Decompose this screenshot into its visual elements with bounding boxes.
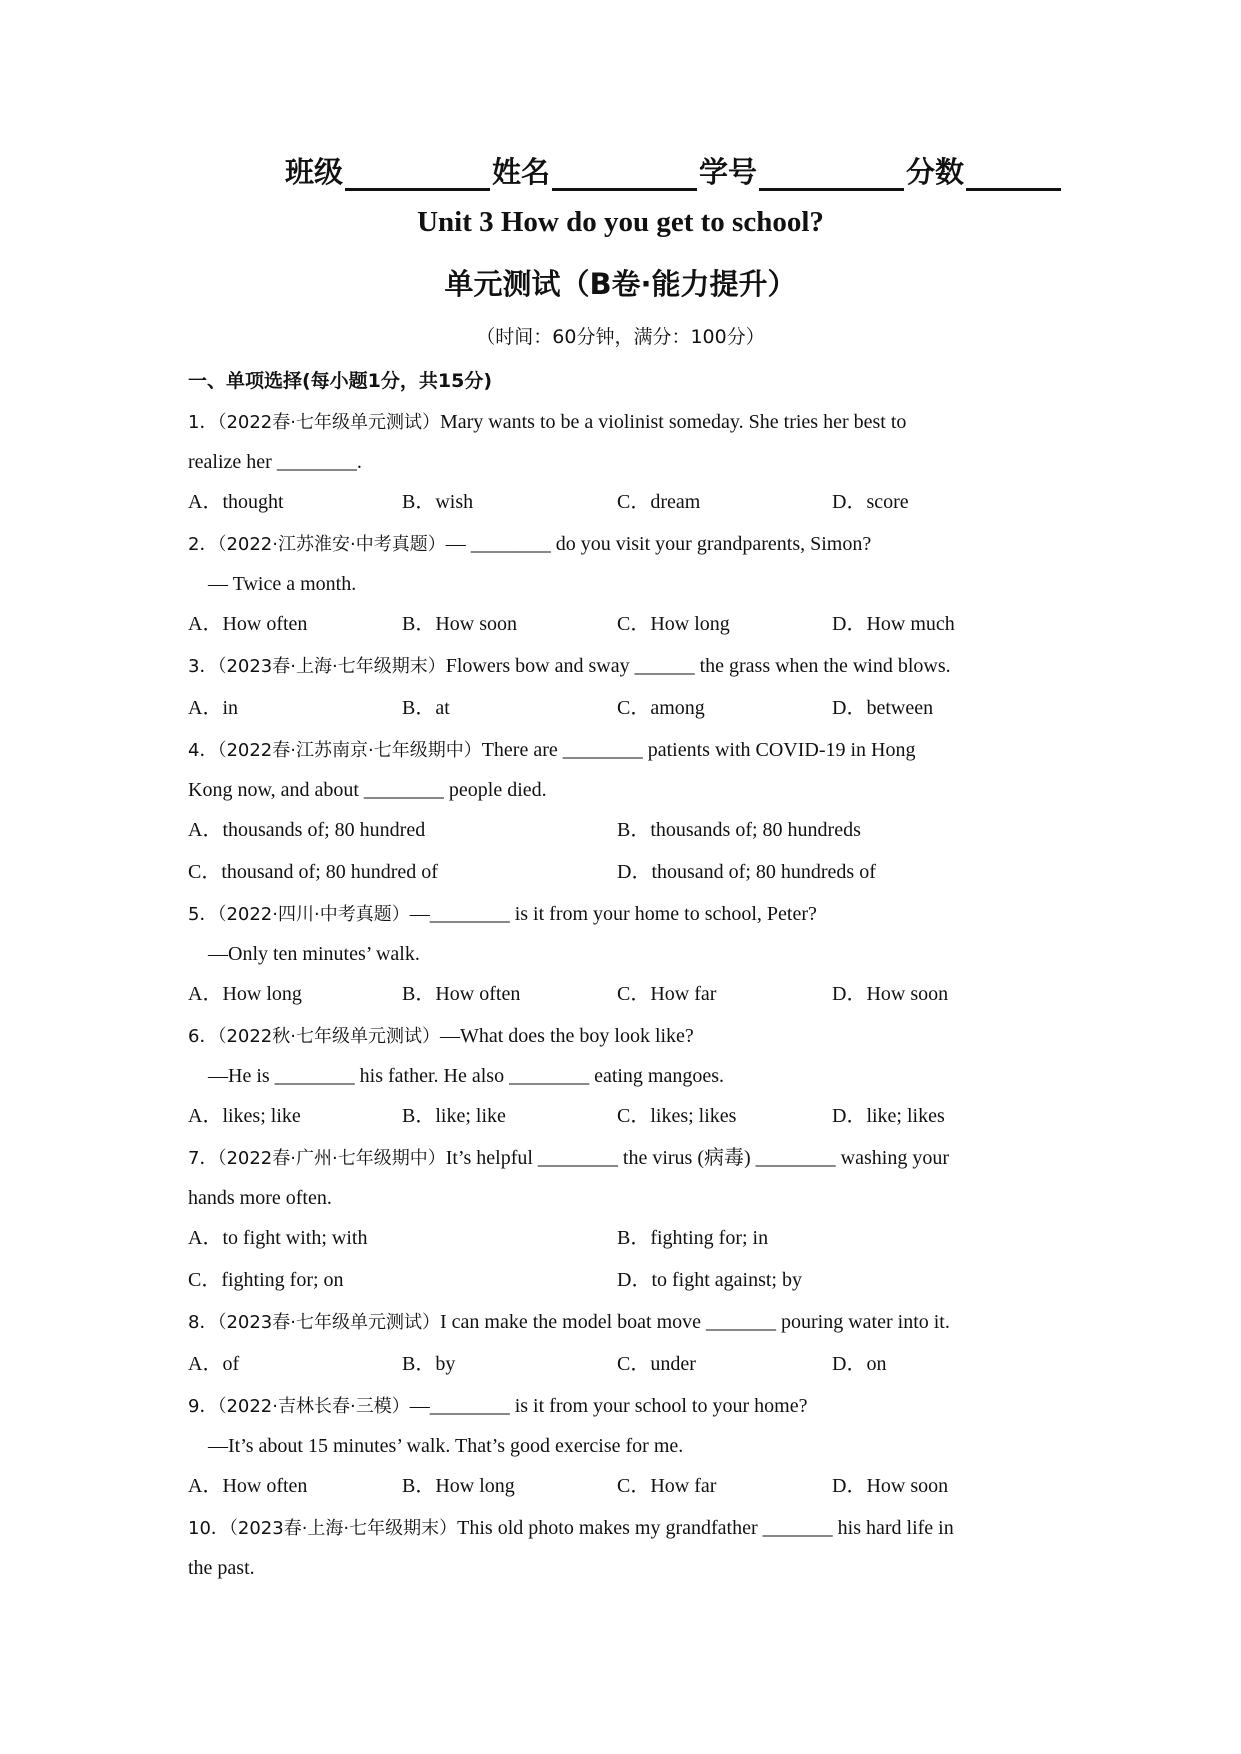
question-6-option-a[interactable]: A．likes; like: [188, 1105, 301, 1127]
question-6-option-c[interactable]: C．likes; likes: [617, 1105, 737, 1127]
question-6-line-2: —He is ________ his father. He also ________ eating mangoes.: [208, 1065, 725, 1087]
question-6-option-b[interactable]: B．like; like: [402, 1105, 506, 1127]
question-7-option-d[interactable]: D．to fight against; by: [617, 1269, 802, 1291]
question-3-option-a[interactable]: A．in: [188, 697, 238, 719]
name-blank: [552, 154, 697, 191]
question-5-option-c[interactable]: C．How far: [617, 983, 717, 1005]
question-6-option-d[interactable]: D．like; likes: [832, 1105, 945, 1127]
question-1-option-d[interactable]: D．score: [832, 491, 909, 513]
question-9-line-1: [188, 1393, 807, 1420]
question-2-option-c[interactable]: C．How long: [617, 613, 730, 635]
question-9-line-2: —It’s about 15 minutes’ walk. That’s good exercise for me.: [208, 1435, 684, 1457]
time-score-info: （时间：60分钟，满分：100分）: [476, 326, 765, 348]
question-3-option-d[interactable]: D．between: [832, 697, 934, 719]
question-text: It’s helpful ________ the virus (病毒) ________ washing your: [445, 1147, 949, 1169]
question-7-line-2: hands more often.: [188, 1187, 332, 1209]
question-source: 9．（2022·吉林长春·三模）: [188, 1396, 410, 1417]
question-text: This old photo makes my grandfather _______ his hard life in: [457, 1517, 954, 1539]
question-2-option-a[interactable]: A．How often: [188, 613, 308, 635]
question-7-option-a[interactable]: A．to fight with; with: [188, 1227, 368, 1249]
question-text: I can make the model boat move _______ pouring water into it.: [439, 1311, 950, 1333]
score-label: 分数: [906, 155, 965, 189]
question-5-option-a[interactable]: A．How long: [188, 983, 302, 1005]
question-8-line-1: [188, 1309, 950, 1336]
test-subtitle: 单元测试（B卷·能力提升）: [444, 267, 797, 301]
question-1-line-1: [188, 409, 906, 436]
class-blank: [345, 154, 490, 191]
class-label: 班级: [285, 155, 344, 189]
question-8-option-c[interactable]: C．under: [617, 1353, 696, 1375]
question-5-option-d[interactable]: D．How soon: [832, 983, 949, 1005]
question-5-option-b[interactable]: B．How often: [402, 983, 521, 1005]
question-1-option-b[interactable]: B．wish: [402, 491, 474, 513]
unit-title: Unit 3 How do you get to school?: [417, 206, 824, 238]
question-text: —________ is it from your school to your home?: [409, 1395, 808, 1417]
question-8-option-d[interactable]: D．on: [832, 1353, 887, 1375]
question-7-option-c[interactable]: C．fighting for; on: [188, 1269, 344, 1291]
question-7-line-1: [188, 1145, 949, 1172]
question-text: —________ is it from your home to school, Peter?: [409, 903, 817, 925]
question-9-option-a[interactable]: A．How often: [188, 1475, 308, 1497]
student-number-blank: [759, 154, 904, 191]
question-10-line-1: [188, 1515, 954, 1542]
question-3-line-1: [188, 653, 951, 680]
question-9-option-d[interactable]: D．How soon: [832, 1475, 949, 1497]
question-9-option-b[interactable]: B．How long: [402, 1475, 515, 1497]
question-4-option-a[interactable]: A．thousands of; 80 hundred: [188, 819, 426, 841]
question-4-line-1: [188, 737, 916, 764]
question-4-option-c[interactable]: C．thousand of; 80 hundred of: [188, 861, 438, 883]
student-number-label: 学号: [699, 155, 758, 189]
question-source: 7．（2022春·广州·七年级期中）: [188, 1148, 446, 1169]
question-text: — ________ do you visit your grandparents, Simon?: [445, 533, 872, 555]
question-source: 6．（2022秋·七年级单元测试）: [188, 1026, 440, 1047]
question-5-line-2: —Only ten minutes’ walk.: [208, 943, 420, 965]
question-source: 2．（2022·江苏淮安·中考真题）: [188, 534, 446, 555]
question-3-option-c[interactable]: C．among: [617, 697, 705, 719]
question-1-option-c[interactable]: C．dream: [617, 491, 701, 513]
question-3-option-b[interactable]: B．at: [402, 697, 450, 719]
question-4-option-d[interactable]: D．thousand of; 80 hundreds of: [617, 861, 876, 883]
question-4-line-2: Kong now, and about ________ people died.: [188, 779, 547, 801]
question-8-option-b[interactable]: B．by: [402, 1353, 456, 1375]
question-7-option-b[interactable]: B．fighting for; in: [617, 1227, 769, 1249]
score-blank: [966, 154, 1061, 191]
question-text: There are ________ patients with COVID-19 in Hong: [481, 739, 916, 761]
student-info-header: [285, 150, 1065, 194]
question-8-option-a[interactable]: A．of: [188, 1353, 240, 1375]
question-text: Flowers bow and sway ______ the grass when the wind blows.: [445, 655, 951, 677]
question-6-line-1: [188, 1023, 694, 1050]
question-source: 4．（2022春·江苏南京·七年级期中）: [188, 740, 482, 761]
question-2-option-b[interactable]: B．How soon: [402, 613, 518, 635]
question-2-option-d[interactable]: D．How much: [832, 613, 955, 635]
question-source: 8．（2023春·七年级单元测试）: [188, 1312, 440, 1333]
question-text: —What does the boy look like?: [439, 1025, 694, 1047]
question-1-option-a[interactable]: A．thought: [188, 491, 284, 513]
question-text: Mary wants to be a violinist someday. She tries her best to: [439, 411, 907, 433]
question-9-option-c[interactable]: C．How far: [617, 1475, 717, 1497]
question-2-line-1: [188, 531, 871, 558]
question-1-line-2: realize her ________.: [188, 451, 362, 473]
question-source: 10．（2023春·上海·七年级期末）: [188, 1518, 458, 1539]
question-4-option-b[interactable]: B．thousands of; 80 hundreds: [617, 819, 861, 841]
question-source: 5．（2022·四川·中考真题）: [188, 904, 410, 925]
name-label: 姓名: [492, 155, 551, 189]
question-2-line-2: — Twice a month.: [208, 573, 357, 595]
question-10-line-2: the past.: [188, 1557, 255, 1579]
section-title: 一、单项选择(每小题1分，共15分): [188, 370, 493, 392]
question-source: 1．（2022春·七年级单元测试）: [188, 412, 440, 433]
question-5-line-1: [188, 901, 817, 928]
question-source: 3．（2023春·上海·七年级期末）: [188, 656, 446, 677]
